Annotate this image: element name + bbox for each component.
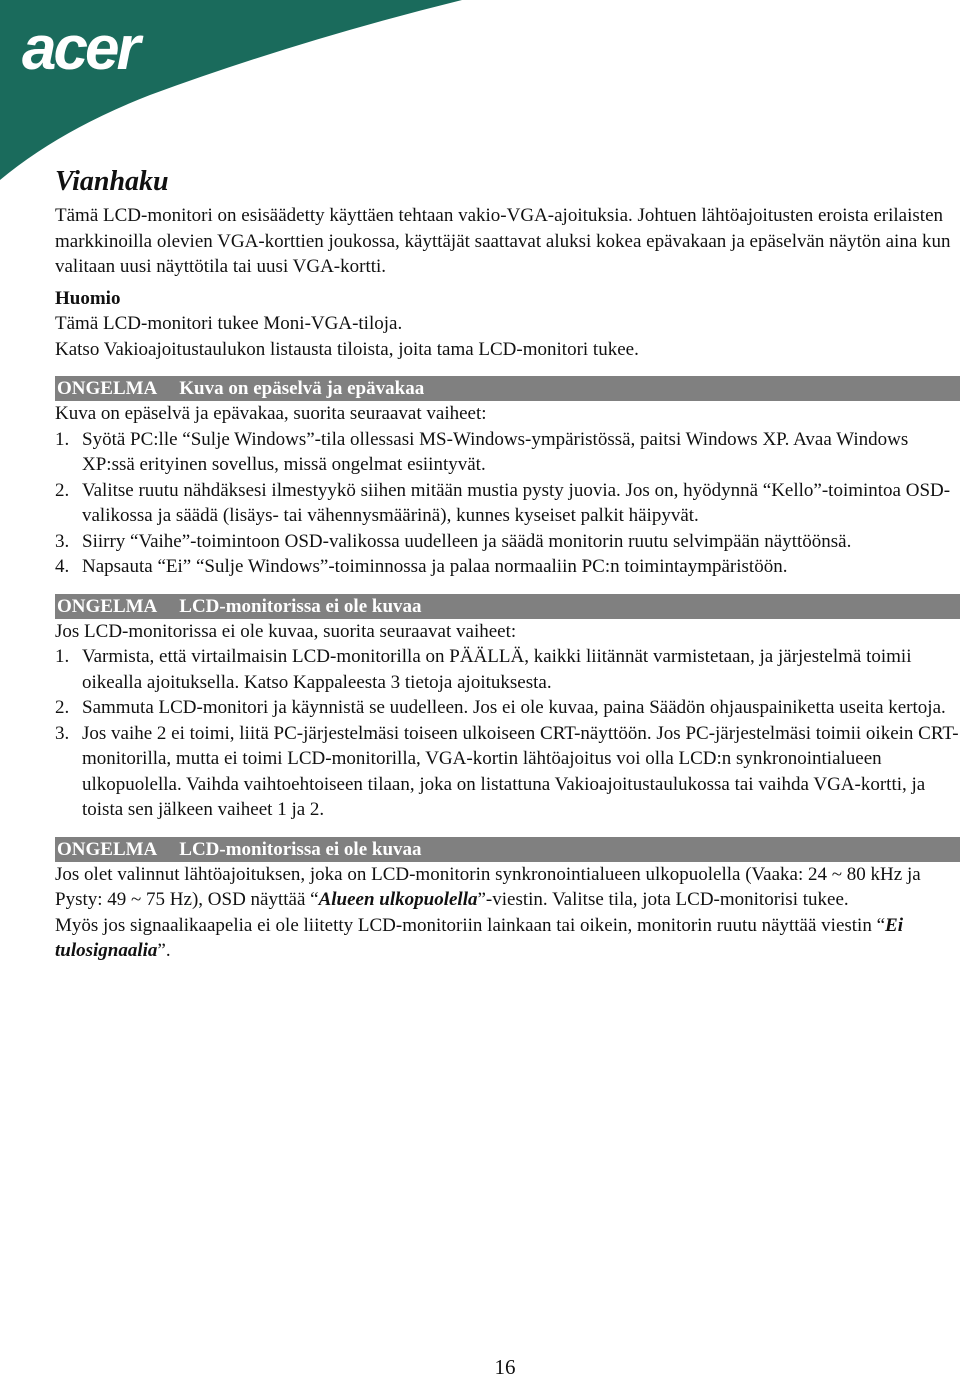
note-heading: Huomio: [55, 287, 121, 309]
paragraph-text: Jos olet valinnut lähtöajoituksen, joka on LCD-monitorin synkronointialueen ulkopuolella (Vaaka: 24 ~ 80 kHz ja Pysty: 49 ~ 75 Hz), OSD näyttää “: [55, 863, 921, 910]
step-number: 1.: [55, 428, 70, 450]
step-text: Syötä PC:lle “Sulje Windows”-tila ollessasi MS-Windows-ympäristössä, paitsi Windows XP. Avaa Windows XP:ssä erityinen sovellus, missä ongelmat esiintyvät.: [82, 428, 909, 475]
section-header: [55, 594, 960, 619]
step-text: Sammuta LCD-monitori ja käynnistä se uudelleen. Jos ei ole kuvaa, paina Säädön ohjauspainiketta useita kertoja.: [82, 697, 946, 718]
section-title: LCD-monitorissa ei ole kuvaa: [179, 595, 422, 617]
section-label: ONGELMA: [57, 595, 158, 617]
section-title: Kuva on epäselvä ja epävakaa: [179, 378, 425, 399]
step-item: [55, 554, 960, 580]
step-text: Jos vaihe 2 ei toimi, liitä PC-järjestelmäsi toiseen ulkoiseen CRT-näyttöön. Jos PC-järjestelmäsi toimii oikein CRT-monitorilla, mutta ei toimi LCD-monitorilla, VGA-kortin lähtöajoitus voi olla LCD:n synkronointialueen ulkopuolella. Vaihda vaihtoehtoiseen tilaan, joka on listattuna Vakioajoitustaulukossa tai vaihda VGA-kortti, ja toista sen jälkeen vaiheet 1 ja 2.: [82, 722, 959, 820]
page-number: 16: [494, 1355, 516, 1379]
no-signal-paragraph: [55, 913, 960, 964]
paragraph-text: Myös jos signaalikaapelia ei ole liitetty LCD-monitoriin lainkaan tai oikein, monitorin ruutu näyttää viestin “: [55, 914, 886, 936]
paragraph-text: ”-viestin. Valitse tila, jota LCD-monitorisi tukee.: [477, 889, 849, 910]
osd-message: Ei tulosignaalia: [55, 914, 903, 961]
step-number: 3.: [55, 722, 70, 744]
step-item: [55, 478, 960, 529]
note-line: Tämä LCD-monitori tukee Moni-VGA-tiloja.: [55, 313, 403, 334]
step-number: 4.: [55, 556, 70, 577]
step-number: 2.: [55, 479, 70, 501]
section-title: LCD-monitorissa ei ole kuvaa: [179, 838, 422, 860]
osd-message: Alueen ulkopuolella: [318, 889, 478, 910]
paragraph-text: ”.: [157, 940, 171, 961]
note-line: Katso Vakioajoitustaulukon listausta tiloista, joita tama LCD-monitori tukee.: [55, 338, 639, 360]
step-item: [55, 427, 960, 478]
document-body: [55, 165, 960, 964]
section-label: ONGELMA: [57, 378, 158, 399]
steps-list: [55, 644, 960, 823]
step-text: Valitse ruutu nähdäksesi ilmestyykö siihen mitään mustia pysty juovia. Jos on, hyödynnä “Kello”-toimintoa OSD-valikossa ja säädä (lisäys- tai vähennysmäärinä), kunnes kyseiset palkit häipyvät.: [82, 479, 951, 526]
step-text: Napsauta “Ei” “Sulje Windows”-toiminnossa ja palaa normaaliin PC:n toimintaympäristöön.: [82, 556, 788, 577]
step-text: Varmista, että virtailmaisin LCD-monitorilla on PÄÄLLÄ, kaikki liitännät varmistetaan, ja järjestelmä toimii oikealla ajoituksella. Katso Kappaleesta 3 tietoja ajoituksesta.: [82, 646, 912, 693]
brand-band: [0, 0, 470, 190]
acer-logo: acer: [22, 14, 138, 83]
step-text: Siirry “Vaihe”-toimintoon OSD-valikossa uudelleen ja säädä monitorin ruutu selvimpään näyttöönsä.: [82, 530, 852, 552]
page-title: Vianhaku: [55, 166, 169, 197]
step-number: 2.: [55, 697, 70, 718]
intro-paragraph: Tämä LCD-monitori on esisäädetty käyttäen tehtaan vakio-VGA-ajoituksia. Johtuen lähtöajoitusten eroista erilaisten markkinoilla olevien VGA-korttien joukossa, käyttäjät saattavat aluksi kokea epävakaan ja epäselvän näytön aina kun valitaan uusi näyttötila tai uusi VGA-kortti.: [55, 205, 951, 277]
section-label: ONGELMA: [57, 838, 158, 860]
out-of-range-paragraph: [55, 862, 960, 913]
section-header: [55, 837, 960, 862]
step-number: 3.: [55, 530, 70, 552]
section-lead: Jos LCD-monitorissa ei ole kuvaa, suorita seuraavat vaiheet:: [55, 620, 517, 642]
section-header: [55, 376, 960, 401]
step-item: [55, 644, 960, 695]
step-number: 1.: [55, 646, 70, 667]
step-item: [55, 721, 960, 823]
steps-list: [55, 427, 960, 580]
step-item: [55, 529, 960, 555]
step-item: [55, 695, 960, 721]
section-lead: Kuva on epäselvä ja epävakaa, suorita seuraavat vaiheet:: [55, 403, 487, 424]
